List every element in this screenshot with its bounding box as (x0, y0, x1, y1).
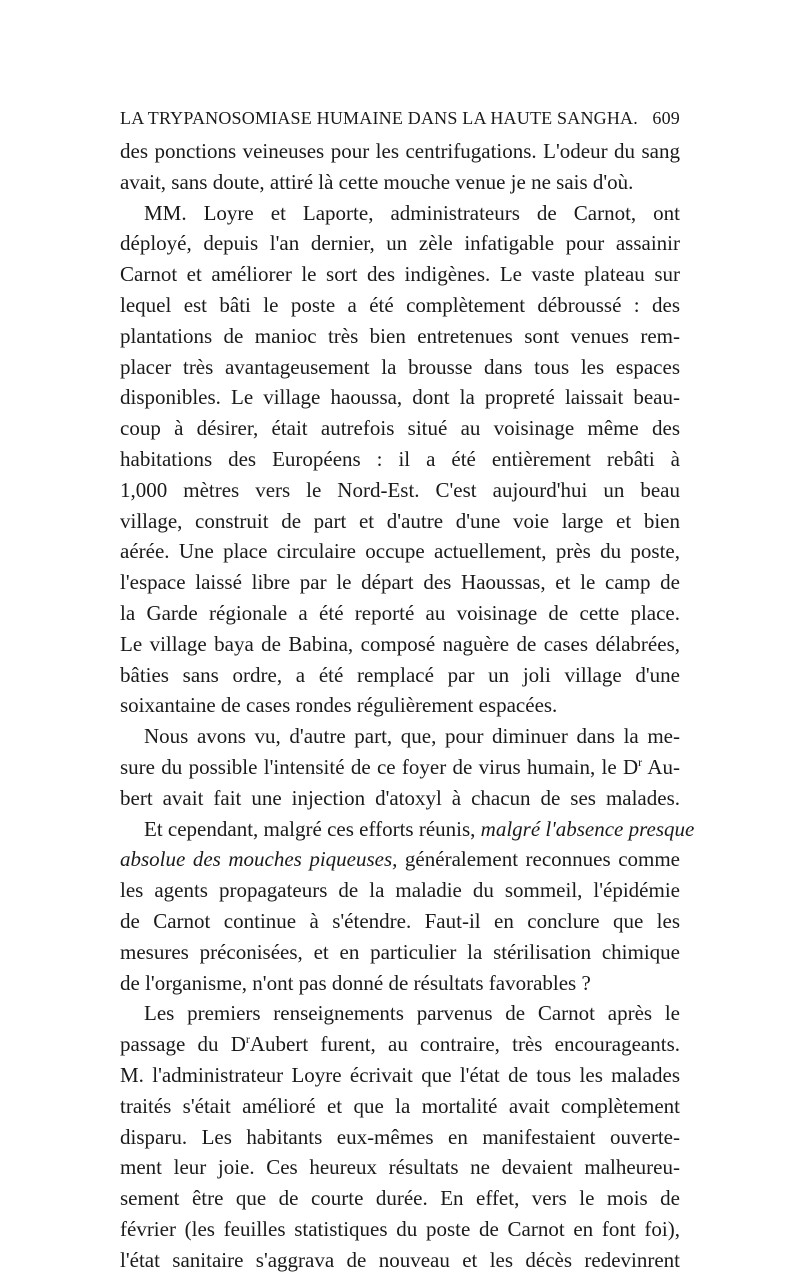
text-line: village, construit de part et d'autre d'une voie large et bien (120, 508, 680, 533)
book-page (120, 100, 695, 1275)
text-line: MM. Loyre et Laporte, administrateurs de Carnot, ont (144, 200, 680, 225)
text-line: des ponctions veineuses pour les centrifugations. L'odeur du sang (120, 139, 680, 163)
text-line: lequel est bâti le poste a été complètement débroussé : des (120, 292, 680, 317)
running-title: LA TRYPANOSOMIASE HUMAINE DANS LA HAUTE SANGHA. (120, 108, 638, 128)
superscript: r (638, 754, 643, 769)
text-line: l'espace laissé libre par le départ des Haoussas, et le camp de (120, 570, 680, 595)
text-line: sement être que de courte durée. En effet, vers le mois de (120, 1186, 680, 1211)
running-header (120, 100, 680, 136)
text-line: de l'organisme, n'ont pas donné de résultats favorables ? (120, 970, 591, 995)
text-line: avait, sans doute, attiré là cette mouche venue je ne sais d'où. (120, 169, 634, 194)
text-line: Le village baya de Babina, composé naguère de cases délabrées, (120, 631, 680, 656)
text-line: bâties sans ordre, a été remplacé par un joli village d'une (120, 662, 680, 687)
text-line: les agents propagateurs de la maladie du sommeil, l'épidémie (120, 878, 680, 903)
text-line: de Carnot continue à s'étendre. Faut-il en conclure que les (120, 908, 680, 933)
text-segment: passage du D (120, 1032, 246, 1057)
text-line (120, 814, 695, 845)
text-line: Carnot et améliorer le sort des indigènes. Le vaste plateau sur (120, 262, 680, 287)
text-line: habitations des Européens : il a été entièrement rebâti à (120, 446, 680, 471)
text-line: coup à désirer, était autrefois situé au voisinage même des (120, 416, 680, 441)
text-line: février (les feuilles statistiques du poste de Carnot en font foi), (120, 1216, 680, 1241)
text-line (120, 1029, 680, 1060)
superscript: r (245, 1032, 250, 1047)
text-line: M. l'administrateur Loyre écrivait que l'état de tous les malades (120, 1062, 680, 1087)
text-line: soixantaine de cases rondes régulièrement espacées. (120, 693, 558, 718)
text-segment: Au- (647, 754, 680, 779)
text-line: placer très avantageusement la brousse dans tous les espaces (120, 354, 680, 379)
text-line: ment leur joie. Ces heureux résultats ne devaient malheureu- (120, 1155, 680, 1180)
text-line: aérée. Une place circulaire occupe actuellement, près du poste, (120, 539, 680, 564)
page-number: 609 (652, 108, 680, 128)
text-segment: généralement reconnues comme (397, 847, 680, 872)
text-line: 1,000 mètres vers le Nord-Est. C'est aujourd'hui un beau (120, 477, 680, 502)
text-line: bert avait fait une injection d'atoxyl à chacun de ses malades. (120, 785, 680, 810)
text-line: traités s'était amélioré et que la mortalité avait complètement (120, 1093, 680, 1118)
text-line (120, 752, 680, 783)
italic-segment: malgré l'absence presque (480, 816, 695, 841)
text-line (120, 844, 680, 875)
text-line: déployé, depuis l'an dernier, un zèle infatigable pour assainir (120, 231, 680, 256)
body-text (120, 136, 695, 1275)
text-segment: sure du possible l'intensité de ce foyer de virus humain, le D (120, 754, 639, 779)
text-segment: Et cependant, malgré ces efforts réunis, (144, 816, 481, 841)
text-line: mesures préconisées, et en particulier la stérilisation chimique (120, 939, 680, 964)
text-segment: Aubert furent, au contraire, très encourageants. (249, 1032, 680, 1057)
text-line: Les premiers renseignements parvenus de Carnot après le (144, 1001, 680, 1026)
text-line: disparu. Les habitants eux-mêmes en manifestaient ouverte- (120, 1124, 680, 1149)
text-line: la Garde régionale a été reporté au voisinage de cette place. (120, 600, 680, 625)
italic-segment: absolue des mouches piqueuses, (120, 847, 398, 872)
text-line: Nous avons vu, d'autre part, que, pour diminuer dans la me- (144, 724, 680, 749)
text-line: l'état sanitaire s'aggrava de nouveau et les décès redevinrent (120, 1247, 680, 1272)
text-line: disponibles. Le village haoussa, dont la propreté laissait beau- (120, 385, 680, 410)
text-line: plantations de manioc très bien entretenues sont venues rem- (120, 323, 680, 348)
